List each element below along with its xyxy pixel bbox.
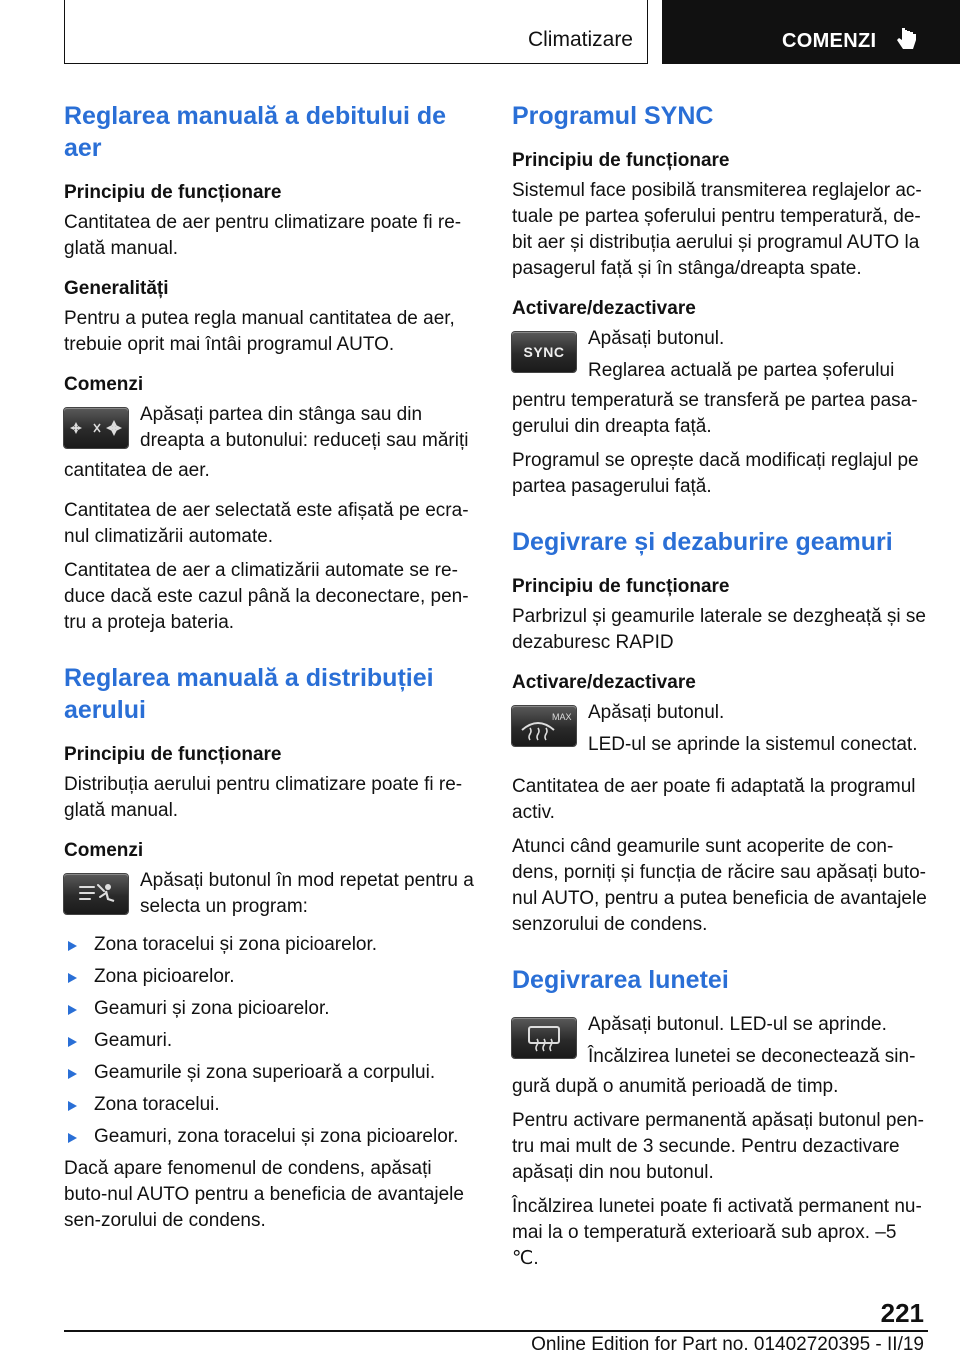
- bullet-triangle-icon: [68, 1005, 77, 1015]
- subheading-general: Generalități: [64, 278, 169, 299]
- paragraph: Cantitatea de aer pentru climatizare poate fi re-glată manual.: [64, 212, 462, 259]
- sync-button-row: [512, 326, 928, 390]
- program-list: [64, 932, 478, 1150]
- bullet-triangle-icon: [68, 941, 77, 951]
- paragraph: Apăsați butonul. LED-ul se aprinde.: [588, 1014, 887, 1035]
- paragraph: Parbrizul și geamurile laterale se dezgheață și se dezaburesc RAPID: [512, 606, 926, 653]
- subheading-principle: Principiu de funcționare: [64, 744, 282, 765]
- paragraph: Încălzirea lunetei poate fi activată permanent nu-mai la o temperatură exterioară sub aprox. –5 ℃.: [512, 1196, 922, 1269]
- paragraph: pentru temperatură se transferă pe partea pasa-gerului din dreapta față.: [512, 390, 918, 437]
- list-item: Zona toracelui.: [64, 1092, 478, 1118]
- paragraph: cantitatea de aer.: [64, 460, 210, 481]
- paragraph: Cantitatea de aer a climatizării automate se re-duce dacă este cazul până la deconectare, pen-tru a proteja bateria.: [64, 560, 469, 633]
- page-number: 221: [880, 1298, 924, 1328]
- paragraph: Apăsați partea din stânga sau din dreapta a butonului: reduceți sau măriți: [140, 404, 469, 451]
- subheading-activation: Activare/dezactivare: [512, 298, 696, 319]
- subheading-activation: Activare/dezactivare: [512, 672, 696, 693]
- subheading-controls: Comenzi: [64, 840, 144, 861]
- list-item: Geamuri.: [64, 1028, 478, 1054]
- subheading-principle: Principiu de funcționare: [64, 182, 282, 203]
- header-section-box: [64, 0, 648, 64]
- paragraph: Programul se oprește dacă modificați reglajul pe partea pasagerului față.: [512, 450, 919, 497]
- rear-defrost-button-row: [512, 1012, 928, 1076]
- air-distribution-button-icon: [64, 874, 128, 914]
- list-item: Geamurile și zona superioară a corpului.: [64, 1060, 478, 1086]
- fan-speed-button-icon: [64, 408, 128, 448]
- list-item: Geamuri, zona toracelui și zona picioarelor.: [64, 1124, 478, 1150]
- subheading-principle: Principiu de funcționare: [512, 150, 730, 171]
- heading-defrost: Degivrare și dezaburire geamuri: [512, 528, 893, 556]
- max-defrost-button-row: [512, 700, 928, 764]
- right-column: [512, 100, 928, 1286]
- list-item: Zona toracelui și zona picioarelor.: [64, 932, 478, 958]
- paragraph: Dacă apare fenomenul de condens, apăsați buto-nul AUTO pentru a beneficia de avantajele sen-zorului de condens.: [64, 1158, 464, 1231]
- svg-text:MAX: MAX: [552, 712, 572, 722]
- bullet-triangle-icon: [68, 1101, 77, 1111]
- rear-window-defrost-button-icon: [512, 1018, 576, 1058]
- paragraph: Pentru a putea regla manual cantitatea de aer, trebuie oprit mai întâi programul AUTO.: [64, 308, 455, 355]
- edition-note: Online Edition for Part no. 01402720395 - II/19: [531, 1334, 924, 1355]
- heading-air-flow: Reglarea manuală a debitului de aer: [64, 102, 447, 162]
- paragraph: Apăsați butonul.: [588, 702, 725, 723]
- paragraph: gură după o anumită perioadă de timp.: [512, 1076, 839, 1097]
- fan-button-row: [64, 402, 478, 460]
- left-column: [64, 100, 478, 1248]
- distribution-button-row: [64, 868, 478, 926]
- paragraph: Atunci când geamurile sunt acoperite de con-dens, porniți și funcția de răcire sau apăsați buto-nul AUTO, pentru a putea beneficia de avantajele senzorului de condens.: [512, 836, 927, 935]
- list-item: Geamuri și zona picioarelor.: [64, 996, 478, 1022]
- paragraph: Cantitatea de aer selectată este afișată pe ecra-nul climatizării automate.: [64, 500, 469, 547]
- bullet-triangle-icon: [68, 1069, 77, 1079]
- bullet-triangle-icon: [68, 973, 77, 983]
- pointing-hand-icon: [896, 26, 918, 57]
- paragraph: LED-ul se aprinde la sistemul conectat.: [588, 734, 918, 755]
- paragraph: Reglarea actuală pe partea șoferului: [588, 360, 895, 381]
- max-defrost-button-icon: [512, 706, 576, 746]
- sync-button-icon: SYNC: [512, 332, 576, 372]
- paragraph: Cantitatea de aer poate fi adaptată la programul activ.: [512, 776, 916, 823]
- heading-sync: Programul SYNC: [512, 102, 714, 130]
- paragraph: Apăsați butonul în mod repetat pentru a selecta un program:: [140, 870, 474, 917]
- bullet-triangle-icon: [68, 1037, 77, 1047]
- section-title: Climatizare: [527, 28, 633, 51]
- footer-divider: [64, 1330, 928, 1332]
- heading-rear-defrost: Degivrarea lunetei: [512, 966, 729, 994]
- subheading-controls: Comenzi: [64, 374, 144, 395]
- paragraph: Pentru activare permanentă apăsați butonul pen-tru mai mult de 3 secunde. Pentru dezactivare apăsați din nou butonul.: [512, 1110, 924, 1183]
- paragraph: Distribuția aerului pentru climatizare poate fi re-glată manual.: [64, 774, 463, 821]
- chapter-tab: [662, 0, 960, 64]
- paragraph: Încălzirea lunetei se deconectează sin-: [588, 1046, 916, 1067]
- chapter-title: COMENZI: [782, 30, 877, 52]
- subheading-principle: Principiu de funcționare: [512, 576, 730, 597]
- paragraph: Sistemul face posibilă transmiterea reglajelor ac-tuale pe partea șoferului pentru temperatură, de-bit aer și distribuția aerului și programul AUTO la pasagerul față și în stânga/dreapta spate.: [512, 180, 922, 279]
- heading-distribution: Reglarea manuală a distribuției aerului: [64, 664, 434, 724]
- bullet-triangle-icon: [68, 1133, 77, 1143]
- list-item: Zona picioarelor.: [64, 964, 478, 990]
- paragraph: Apăsați butonul.: [588, 328, 725, 349]
